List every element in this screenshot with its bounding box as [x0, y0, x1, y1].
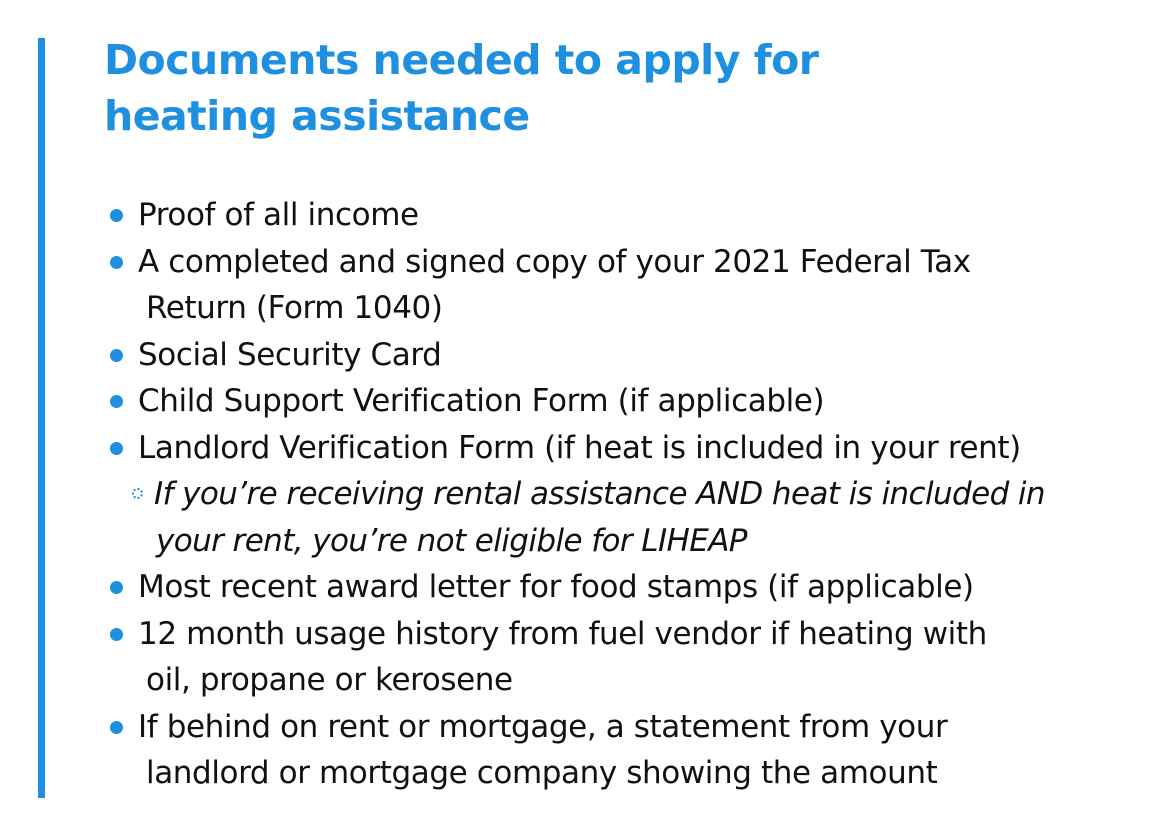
hollow-bullet-icon — [132, 488, 143, 499]
list-item-text: Proof of all income — [138, 197, 419, 233]
list-item-social-security-card — [108, 332, 1158, 379]
title-line-1: Documents needed to apply for — [104, 36, 819, 84]
sub-list-item-text-continued: your rent, you’re not eligible for LIHEAP — [156, 522, 747, 559]
list-item-food-stamps-letter — [108, 564, 1158, 611]
list-item-text: Most recent award letter for food stamps (if applicable) — [138, 569, 974, 605]
bullet-icon — [110, 628, 123, 641]
list-item-text-continued: landlord or mortgage company showing the amount — [146, 755, 938, 791]
list-item-landlord-form — [108, 425, 1158, 472]
list-item-text: A completed and signed copy of your 2021 Federal Tax — [138, 243, 971, 280]
list-item-proof-of-income — [108, 192, 1158, 239]
list-item-child-support-form — [108, 378, 1158, 425]
page-title — [104, 32, 1004, 144]
list-item-tax-return — [108, 239, 1158, 332]
bullet-icon — [110, 721, 123, 734]
list-item-text-continued: Return (Form 1040) — [146, 290, 443, 326]
list-item-text-continued: oil, propane or kerosene — [146, 662, 513, 698]
bullet-icon — [110, 581, 123, 594]
list-item-rent-mortgage-statement — [108, 704, 1158, 797]
sub-list-item-liheap-note — [108, 471, 1158, 564]
accent-bar — [38, 38, 45, 798]
list-item-text: 12 month usage history from fuel vendor if heating with — [138, 615, 987, 652]
list-item-text: Social Security Card — [138, 336, 442, 373]
list-item-text: Child Support Verification Form (if applicable) — [138, 383, 825, 419]
bullet-icon — [110, 209, 123, 222]
list-item-text: If behind on rent or mortgage, a statement from your — [138, 708, 948, 745]
documents-list — [108, 192, 1158, 797]
bullet-icon — [110, 395, 123, 408]
sub-list-item-text: If you’re receiving rental assistance AND heat is included in — [154, 476, 1045, 512]
bullet-icon — [110, 256, 123, 269]
title-line-2: heating assistance — [104, 92, 530, 140]
bullet-icon — [110, 349, 123, 362]
list-item-usage-history — [108, 611, 1158, 704]
bullet-icon — [110, 442, 123, 455]
list-item-text: Landlord Verification Form (if heat is included in your rent) — [138, 429, 1021, 466]
